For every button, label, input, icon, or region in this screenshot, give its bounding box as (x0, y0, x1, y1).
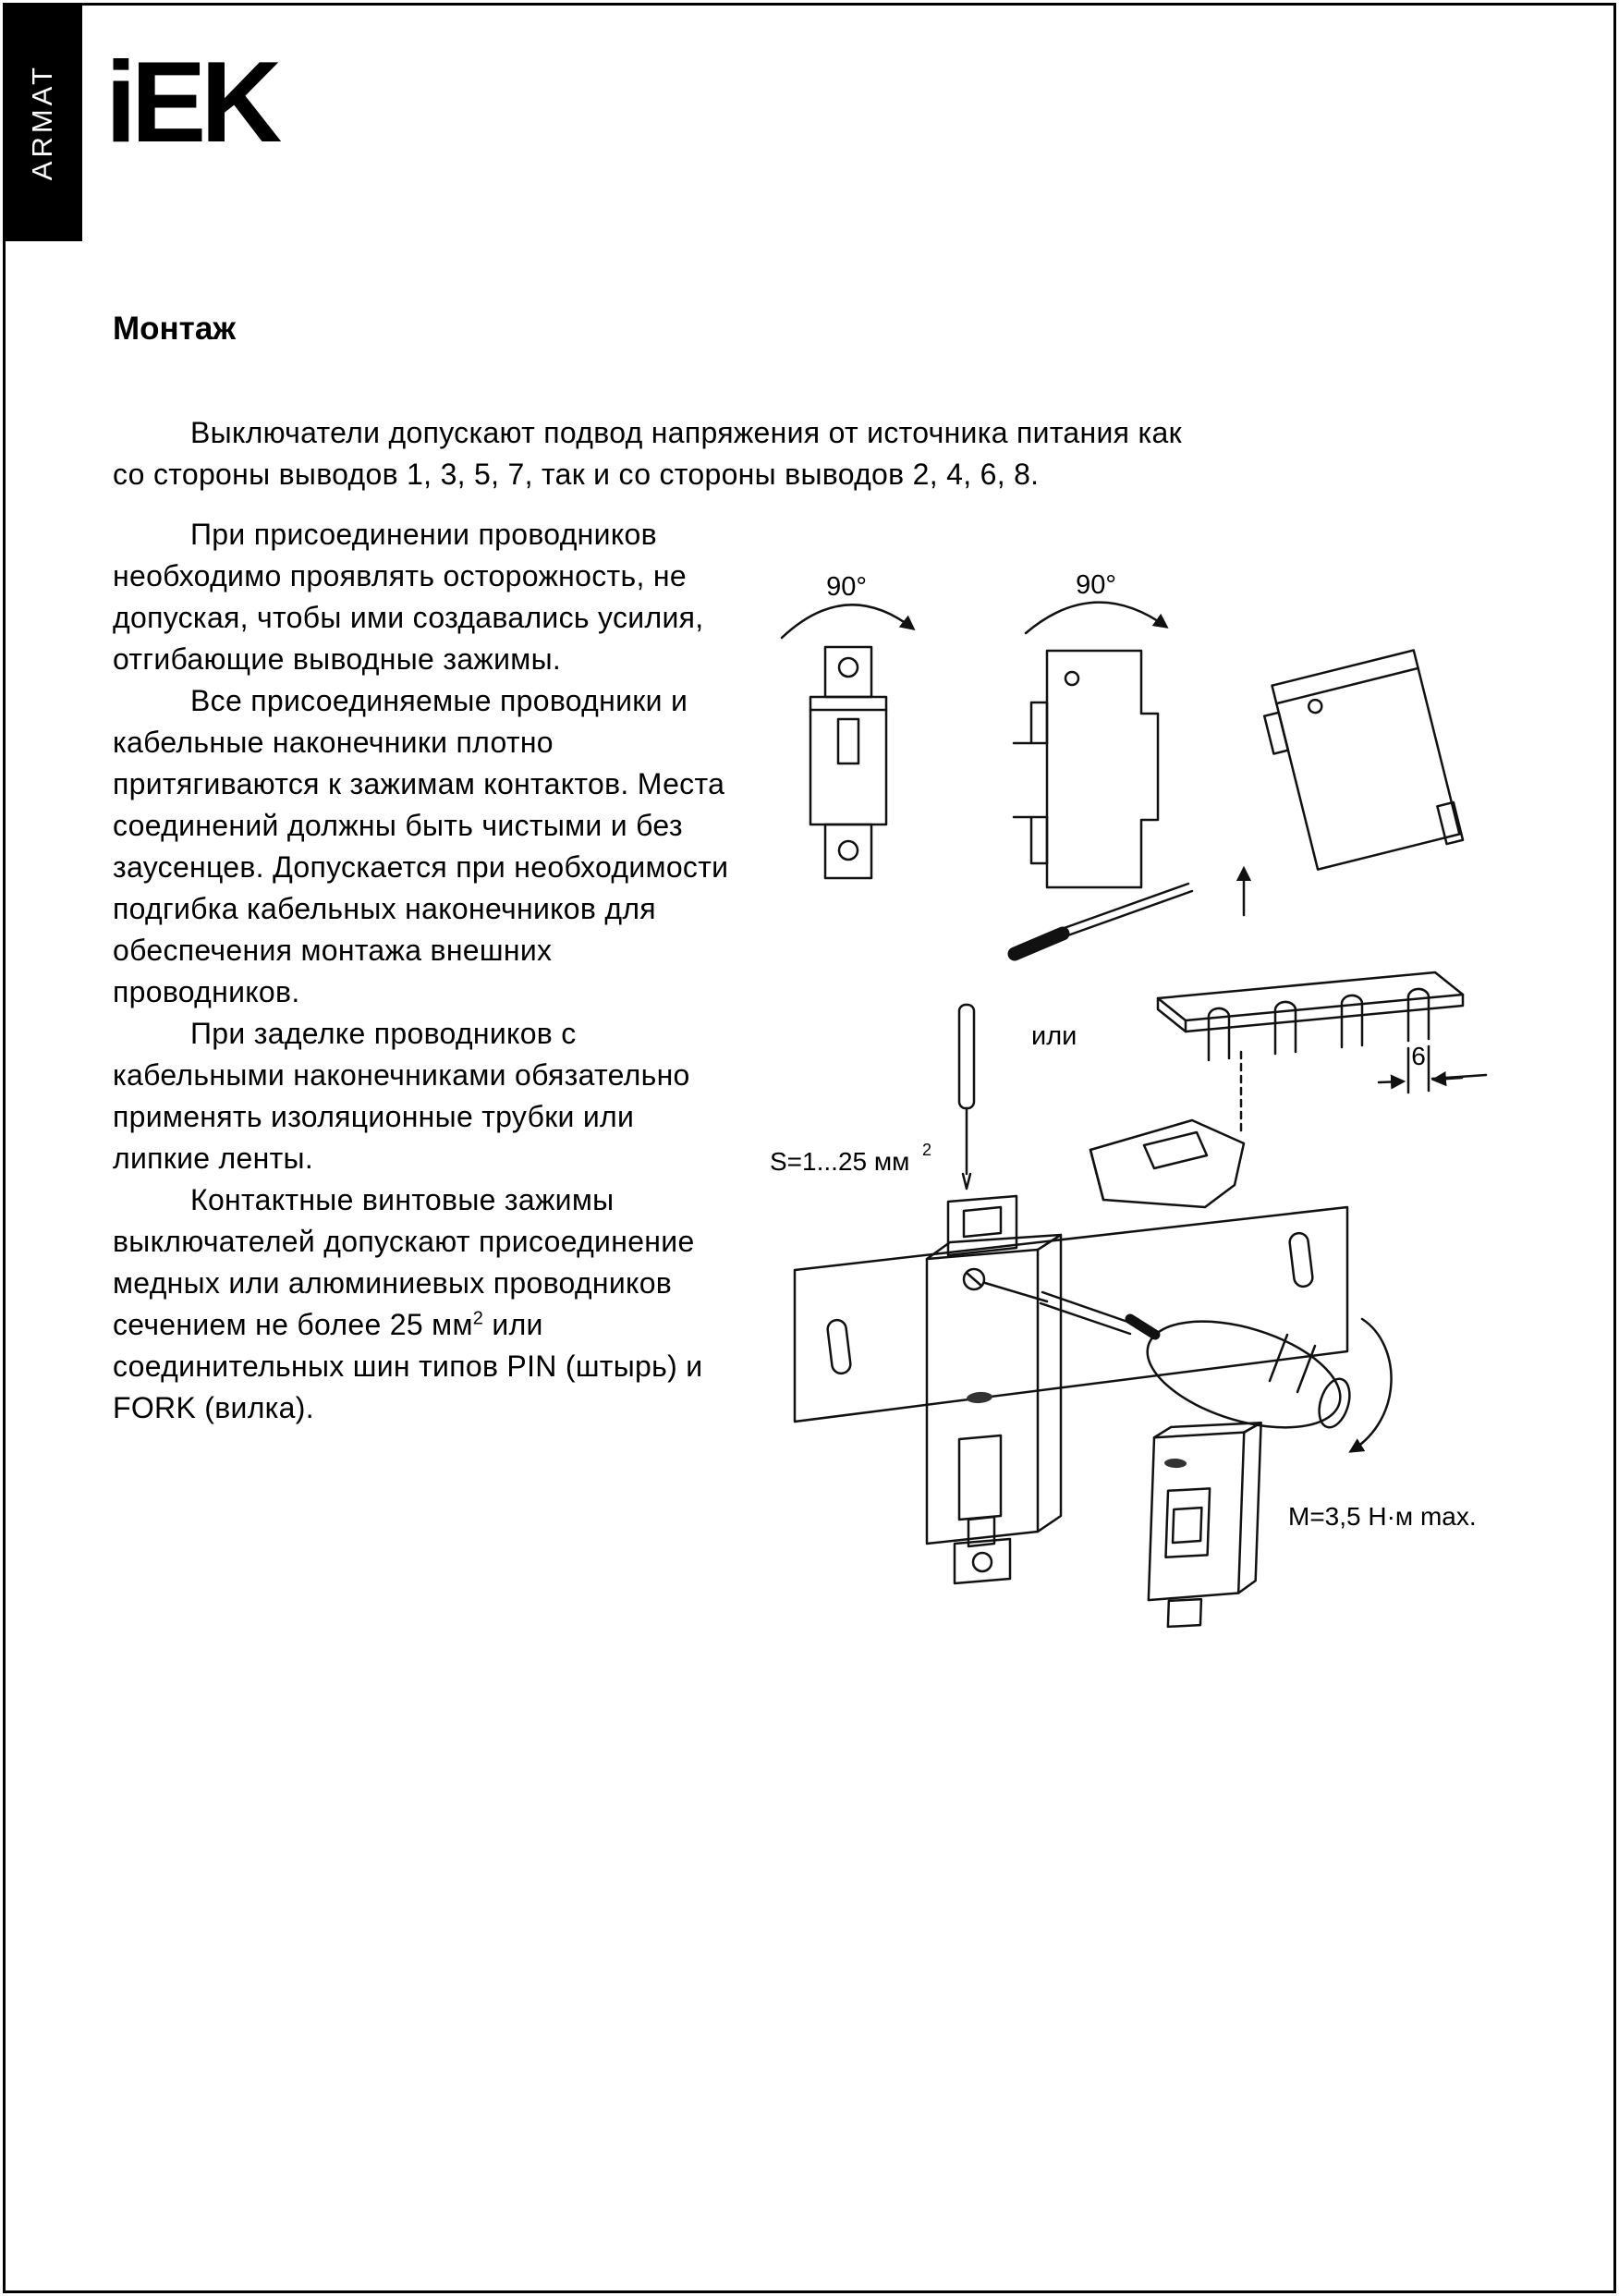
angle-right-label: 90° (1076, 570, 1116, 600)
paragraph-terminals-text: Контактные винтовые зажимы выключателей допускают присоединение медных или алюминиевых проводников сечением не более 25 мм (113, 1183, 695, 1341)
or-label: или (1031, 1021, 1077, 1051)
fork-terminal-drawing (1090, 1120, 1244, 1207)
armat-sidebar-tab (3, 3, 82, 241)
breaker-front-view-drawing (810, 647, 886, 878)
intro-paragraph (113, 412, 1182, 495)
breaker-tilted-view-drawing (1258, 650, 1463, 879)
paragraph-terminals-sup: 2 (472, 1308, 484, 1329)
paragraph-care: При присоединении проводников необходимо проявлять осторожность, не допуская, чтобы ими создавались усилия, отгибающие выводные зажимы. (113, 518, 704, 676)
rotate-arrow-left (782, 605, 913, 638)
intro-line-1: Выключатели допускают подвод напряжения от источника питания как (190, 416, 1182, 449)
iek-logo: iEK (105, 37, 277, 166)
breaker-side-view-drawing (1014, 651, 1244, 954)
rotate-arrow-right (1026, 603, 1166, 633)
breaker-second-drawing (1148, 1419, 1261, 1630)
paragraph-terminals (113, 1179, 730, 1429)
angle-left-label: 90° (826, 572, 867, 602)
torque-label: M=3,5 Н·м max. (1288, 1502, 1477, 1531)
wire-section-label: S=1...25 мм (770, 1147, 910, 1176)
wire-section-sup: 2 (922, 1141, 932, 1159)
intro-line-2: со стороны выводов 1, 3, 5, 7, так и со стороны выводов 2, 4, 6, 8. (113, 458, 1040, 491)
armat-brand-label: ARMAT (26, 63, 58, 181)
paragraph-terminals-tail: или соединительных шин типов PIN (штырь) и FORK (вилка). (113, 1308, 703, 1424)
pin-busbar-drawing (1158, 972, 1486, 1134)
paragraph-insulation: При заделке проводников с кабельными наконечниками обязательно применять изоляционные трубки или липкие ленты. (113, 1017, 690, 1175)
pin-spacing-label: 6 (1411, 1042, 1426, 1070)
installation-figure (737, 538, 1580, 1712)
section-heading: Монтаж (113, 311, 237, 347)
paragraph-lugs: Все присоединяемые проводники и кабельные наконечники плотно притягиваются к зажимам контактов. Места соединений должны быть чистыми и без заусенцев. Допускается при необходимости подгибка кабельных наконечников для обеспечения монтажа внешних проводников. (113, 684, 729, 1008)
screwdriver-vertical-drawing (959, 1005, 974, 1189)
body-text-column (113, 514, 730, 1429)
